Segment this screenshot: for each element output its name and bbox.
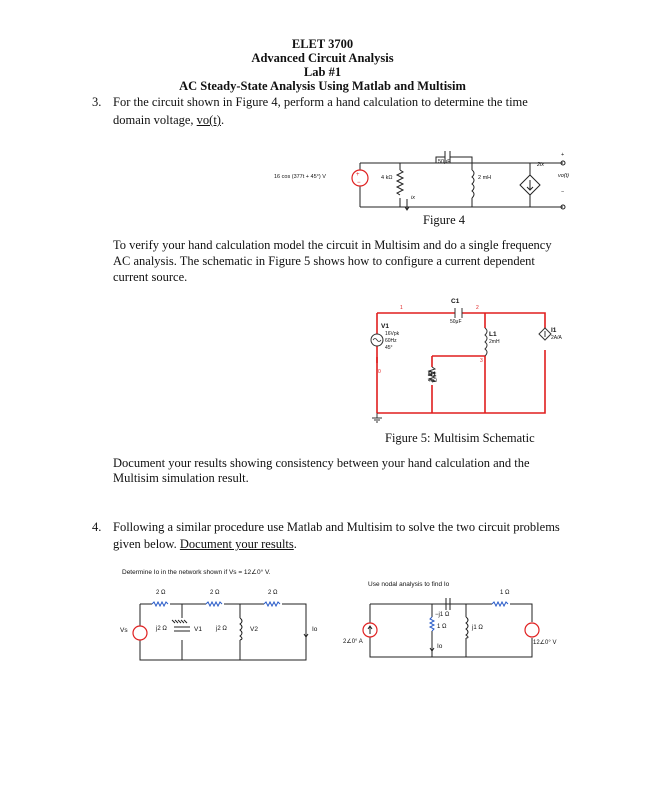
i1-value: 2A/A <box>551 335 562 341</box>
q3-doc-line2: Multisim simulation result. <box>113 471 249 485</box>
q3-para-line1: To verify your hand calculation model the circuit in Multisim and do a single frequency <box>113 238 552 252</box>
q3-doc-line1: Document your results showing consistency between your hand calculation and the <box>113 456 530 470</box>
fig4-inductor-label: 2 mH <box>478 175 492 181</box>
fig4-dependent-label: 2ix <box>537 162 545 168</box>
right-io-label: Io <box>437 643 443 650</box>
left-j2-label: j2 Ω <box>216 626 227 632</box>
left-j1-label: j2 Ω <box>156 626 167 632</box>
c1-name: C1 <box>451 298 460 305</box>
right-cap-label: −j1 Ω <box>435 612 450 618</box>
v1-amplitude: 16Vpk <box>385 331 400 337</box>
left-r2-label: 2 Ω <box>210 590 220 596</box>
node-3-label: 3 <box>480 358 483 364</box>
svg-text:+: + <box>356 172 360 178</box>
q3-para-line2: AC analysis. The schematic in Figure 5 shows how to configure a current dependent <box>113 254 535 268</box>
node-1-label: 1 <box>400 305 403 311</box>
lab-number: Lab #1 <box>303 65 342 79</box>
q4-line2-post: . <box>293 537 297 551</box>
left-io-label: Io <box>312 626 318 633</box>
left-v2-label: V2 <box>250 626 258 633</box>
node-2-label: 2 <box>476 305 479 311</box>
v1-frequency: 60Hz <box>385 338 397 344</box>
right-circuit-prompt: Use nodal analysis to find Io <box>368 581 450 588</box>
c1-value: 50μF <box>450 319 462 325</box>
fig4-capacitor-label: 50μF <box>438 159 451 165</box>
v1-name: V1 <box>381 323 389 330</box>
right-voltage-source-icon <box>525 623 539 637</box>
left-circuit-prompt: Determine Io in the network shown if Vs = 12∠0° V. <box>122 569 271 576</box>
v1-phase: 45° <box>385 345 393 351</box>
node-0-label: 0 <box>378 369 381 375</box>
fig4-plus: + <box>561 152 565 158</box>
svg-text:−: − <box>357 180 361 186</box>
fig4-ix-label: ix <box>411 195 415 201</box>
fig4-minus: − <box>561 189 565 195</box>
fig4-resistor-label: 4 kΩ <box>381 175 393 181</box>
figure5-caption: Figure 5: Multisim Schematic <box>385 431 535 445</box>
q4-line1: Following a similar procedure use Matlab and Multisim to solve the two circuit problems <box>113 520 560 534</box>
lab-subtitle: AC Steady-State Analysis Using Matlab and Multisim <box>179 79 466 93</box>
left-v1-label: V1 <box>194 626 202 633</box>
q3-line2-post: . <box>220 113 225 127</box>
r1-value: 4kΩ <box>428 378 438 384</box>
i1-name: I1 <box>551 327 557 334</box>
fig4-source-label: 16 cos (377t + 45°) V <box>274 174 326 180</box>
q4-document-results: Document your results <box>179 537 294 551</box>
fig4-output-label: vo(t) <box>558 173 569 179</box>
l1-name: L1 <box>489 331 497 338</box>
q4-line2-pre: given below. <box>113 537 180 551</box>
q3-line1: For the circuit shown in Figure 4, perform a hand calculation to determine the time <box>113 95 528 109</box>
l1-value: 2mH <box>489 339 500 345</box>
q3-number: 3. <box>92 95 102 109</box>
course-code: ELET 3700 <box>291 37 354 51</box>
left-r3-label: 2 Ω <box>268 590 278 596</box>
right-r-mid-label: 1 Ω <box>437 624 447 630</box>
q4-number: 4. <box>92 520 102 534</box>
right-r-top-label: 1 Ω <box>500 590 510 596</box>
q3-vo-var: vo(t) <box>196 113 221 127</box>
right-voltage-source-label: 12∠0° V <box>533 640 557 646</box>
figure4-caption: Figure 4 <box>423 213 466 227</box>
right-ind-label: j1 Ω <box>472 625 483 631</box>
course-title: Advanced Circuit Analysis <box>251 51 394 65</box>
right-current-source-label: 2∠0° A <box>343 639 363 645</box>
q3-line2-pre: domain voltage, <box>113 113 197 127</box>
r1-name: R1 <box>428 371 437 378</box>
left-vs-label: Vs <box>120 627 128 634</box>
left-r1-label: 2 Ω <box>156 590 166 596</box>
q3-para-line3: current source. <box>113 270 188 284</box>
